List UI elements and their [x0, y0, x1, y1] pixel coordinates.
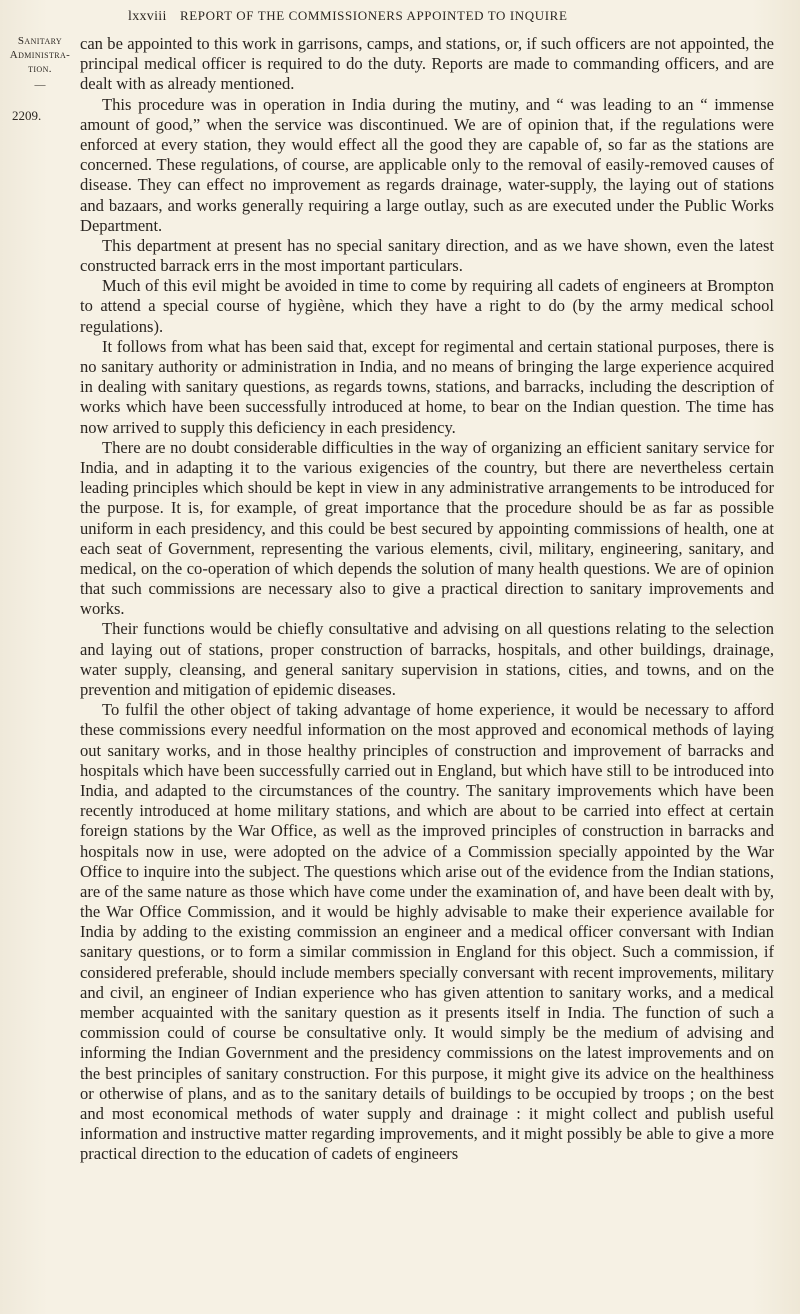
paragraph-home-experience: To fulfil the other object of taking advantage of home experience, it would be necessary to afford these commissions every needful information on the most approved and economical methods of laying out sanitary works, and in those healthy principles of construction and improvement of barracks and hospitals which have been successfully carried out in England, but which have still to be introduced into India, and adapted to the circumstances of the country. The sanitary improvements which have been recently introduced at home military stations, and which are about to be carried into effect at certain foreign stations by the War Office, as well as the improved principles of construction in barracks and hospitals now in use, were adopted on the advice of a Commission specially appointed by the War Office to inquire into the subject. The questions which arise out of the evidence from the Indian stations, are of the same nature as those which have come under the examination of, and have been dealt with by, the War Office Commission, and it would be highly advisable to make their experience available for India by adding to the existing commission an engineer and a medical officer conversant with Indian sanitary questions, or to form a similar commission in England for this object. Such a commission, if considered preferable, should include members specially conversant with recent improvements, military and civil, an engineer of Indian experience who has given attention to sanitary works, and a medical member acquainted with the sanitary question as it presents itself in India. The function of such a commission could of course be consultative only. It would simply be the medium of advising and informing the Indian Government and the presidency commissions on the latest improvements and on the best principles of sanitary construction. For this purpose, it might give its advice on the healthiness or otherwise of plans, and as to the sanitary details of buildings to be occupied by troops ; on the best and most economical methods of water supply and drainage : it might collect and publish useful information and instructive matter regarding improvements, and it might possibly be able to give a more practical direction to the education of cadets of engineers	[80, 700, 774, 1164]
side-label-line3: tion.	[28, 63, 52, 75]
paragraph-department: This department at present has no special sanitary direction, and as we have shown, even the latest constructed barrack errs in the most important particulars.	[80, 235, 774, 276]
margin-notes	[4, 34, 76, 123]
running-title: REPORT OF THE COMMISSIONERS APPOINTED TO INQUIRE	[180, 8, 568, 23]
side-label-line1: Sanitary	[17, 35, 63, 47]
paragraph-cadets: Much of this evil might be avoided in time to come by requiring all cadets of engineers at Brompton to attend a special course of hygiène, which they have a right to do (by the army medical school regulations).	[80, 276, 774, 336]
running-head	[128, 8, 768, 25]
page-number: lxxviii	[128, 9, 167, 24]
paragraph-authority: It follows from what has been said that, except for regimental and certain stational purposes, there is no sanitary authority or administration in India, and no means of bringing the large experience acquired in dealing with sanitary questions, as regards towns, stations, and barracks, including the description of works which have been successfully introduced at home, to bear on the Indian question. The time has now arrived to supply this deficiency in each presidency.	[80, 336, 774, 437]
paragraph-functions: Their functions would be chiefly consultative and advising on all questions relating to the selection and laying out of stations, proper construction of barracks, hospitals, and other buildings, drainage, water supply, cleansing, and general sanitary supervision in stations, cities, and towns, and on the prevention and mitigation of epidemic diseases.	[80, 619, 774, 699]
body-text	[80, 34, 774, 1165]
margin-dash: —	[34, 79, 46, 91]
paragraph-number: 2209.	[12, 108, 42, 123]
side-label-line2: Administra-	[9, 49, 71, 61]
paragraph-procedure: This procedure was in operation in India during the mutiny, and “ was leading to an “ immense amount of good,” when the service was discontinued. We are of opinion that, if the regulations were enforced at every station, they would effect all the good they are capable of, so far as the stations are concerned. These regulations, of course, are applicable only to the removal of easily-removed causes of disease. They can effect no improvement as regards drainage, water-supply, the laying out of stations and bazaars, and works generally requiring a large outlay, such as are executed under the Public Works Department.	[80, 94, 774, 235]
paragraph-continuation: can be appointed to this work in garrisons, camps, and stations, or, if such officers are not appointed, the principal medical officer is required to do the duty. Reports are made to commanding officers, and are dealt with as already mentioned.	[80, 34, 774, 94]
paragraph-difficulties: There are no doubt considerable difficulties in the way of organizing an efficient sanitary service for India, and in adapting it to the various exigencies of the country, but there are nevertheless certain leading principles which should be kept in view in any administrative arrangements to be introduced for the purpose. It is, for example, of great importance that the procedure should be as far as possible uniform in each presidency, and this could be best secured by appointing commissions of health, one at each seat of Government, representing the various elements, civil, military, engineering, sanitary, and medical, on the co-operation of which depends the solution of many health questions. We are of opinion that such commissions are necessary also to give a practical direction to sanitary improvements and works.	[80, 437, 774, 619]
